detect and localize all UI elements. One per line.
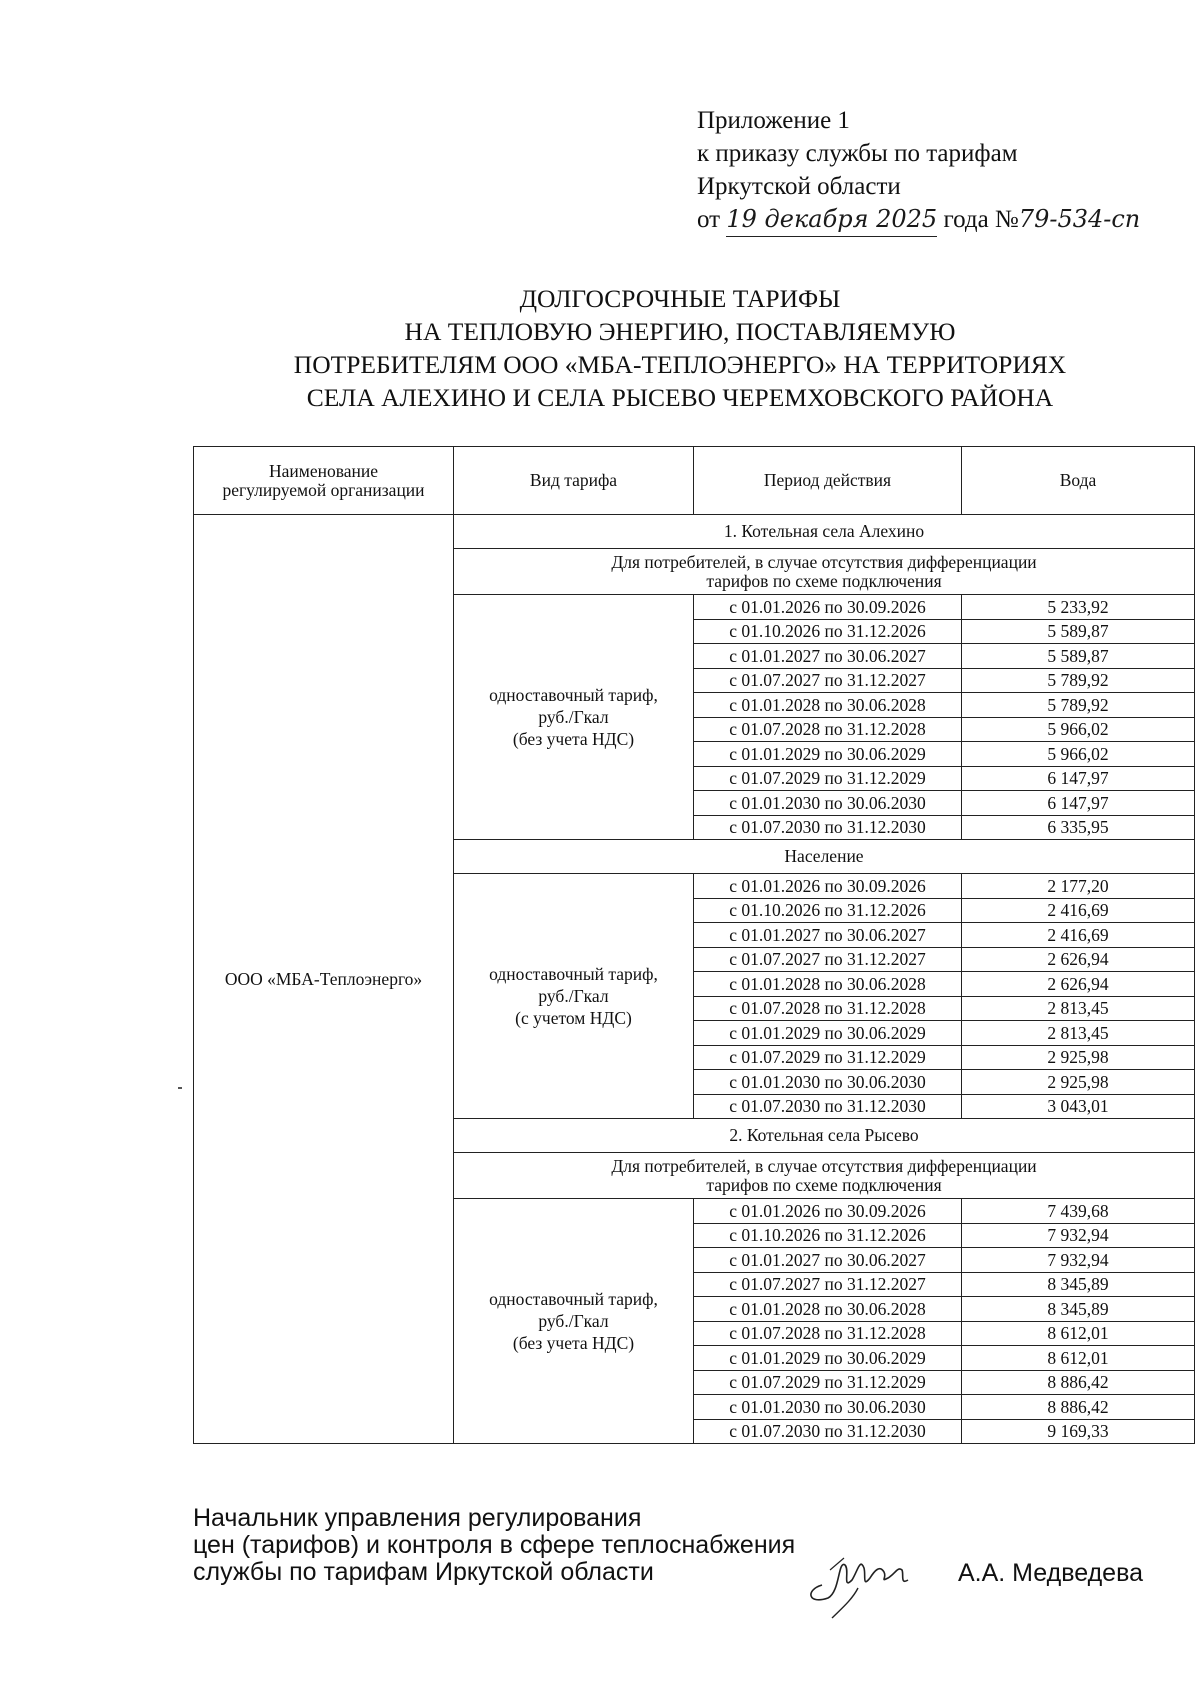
- header-water: Вода: [962, 447, 1195, 515]
- value-cell: 2 416,69: [962, 898, 1195, 923]
- period-cell: с 01.07.2030 по 31.12.2030: [694, 815, 962, 840]
- group-title: [454, 840, 1195, 874]
- title-line2: НА ТЕПЛОВУЮ ЭНЕРГИЮ, ПОСТАВЛЯЕМУЮ: [404, 317, 956, 346]
- footer-line3: службы по тарифам Иркутской области: [193, 1558, 654, 1586]
- period-cell: с 01.07.2029 по 31.12.2029: [694, 766, 962, 791]
- group-title: [454, 549, 1195, 595]
- header-organization: Наименование регулируемой организации: [194, 447, 454, 515]
- period-cell: с 01.01.2029 по 30.06.2029: [694, 1021, 962, 1046]
- period-cell: с 01.01.2029 по 30.06.2029: [694, 1346, 962, 1371]
- value-cell: 8 612,01: [962, 1346, 1195, 1371]
- appendix-line2: к приказу службы по тарифам: [697, 140, 1018, 167]
- title-line4: СЕЛА АЛЕХИНО И СЕЛА РЫСЕВО ЧЕРЕМХОВСКОГО РАЙОНА: [306, 383, 1054, 412]
- value-cell: 5 589,87: [962, 619, 1195, 644]
- period-cell: с 01.01.2030 по 30.06.2030: [694, 791, 962, 816]
- document-title: [180, 282, 1180, 414]
- section-title: 2. Котельная села Рысево: [454, 1119, 1195, 1153]
- tariff-type-cell: [454, 595, 694, 840]
- tariff-type-line: (без учета НДС): [512, 1333, 635, 1353]
- appendix-line3: Иркутской области: [697, 173, 901, 200]
- tariff-type-cell: [454, 874, 694, 1119]
- appendix-order-line: [697, 203, 1140, 237]
- value-cell: 2 416,69: [962, 923, 1195, 948]
- tariff-type-line: (с учетом НДС): [515, 1008, 632, 1028]
- period-cell: с 01.07.2027 по 31.12.2027: [694, 947, 962, 972]
- title-line1: ДОЛГОСРОЧНЫЕ ТАРИФЫ: [519, 284, 841, 313]
- period-cell: с 01.01.2029 по 30.06.2029: [694, 742, 962, 767]
- value-cell: 8 612,01: [962, 1321, 1195, 1346]
- tariff-type-cell: [454, 1199, 694, 1444]
- footer-block: [193, 1505, 795, 1586]
- period-cell: с 01.01.2026 по 30.09.2026: [694, 1199, 962, 1224]
- title-line3: ПОТРЕБИТЕЛЯМ ООО «МБА-ТЕПЛОЭНЕРГО» НА ТЕРРИТОРИЯХ: [293, 350, 1067, 379]
- value-cell: 6 335,95: [962, 815, 1195, 840]
- value-cell: 7 439,68: [962, 1199, 1195, 1224]
- value-cell: 2 626,94: [962, 947, 1195, 972]
- value-cell: 6 147,97: [962, 791, 1195, 816]
- signature-icon: [800, 1530, 940, 1625]
- period-cell: с 01.07.2029 по 31.12.2029: [694, 1370, 962, 1395]
- period-cell: с 01.10.2026 по 31.12.2026: [694, 1223, 962, 1248]
- period-cell: с 01.01.2027 по 30.06.2027: [694, 644, 962, 669]
- scan-mark: [178, 1087, 182, 1089]
- period-cell: с 01.07.2027 по 31.12.2027: [694, 1272, 962, 1297]
- value-cell: 8 345,89: [962, 1297, 1195, 1322]
- footer-line2: цен (тарифов) и контроля в сфере теплоснабжения: [193, 1531, 796, 1559]
- value-cell: 2 626,94: [962, 972, 1195, 997]
- period-cell: с 01.01.2028 по 30.06.2028: [694, 693, 962, 718]
- period-cell: с 01.07.2029 по 31.12.2029: [694, 1045, 962, 1070]
- period-cell: с 01.01.2028 по 30.06.2028: [694, 972, 962, 997]
- tariff-type-line: руб./Гкал: [538, 986, 609, 1006]
- period-cell: с 01.01.2030 по 30.06.2030: [694, 1395, 962, 1420]
- table-header-row: [194, 447, 1195, 515]
- period-cell: с 01.10.2026 по 31.12.2026: [694, 619, 962, 644]
- header-period: Период действия: [694, 447, 962, 515]
- tariff-type-line: руб./Гкал: [538, 707, 609, 727]
- period-cell: с 01.01.2026 по 30.09.2026: [694, 595, 962, 620]
- tariff-type-line: (без учета НДС): [512, 729, 635, 749]
- value-cell: 5 966,02: [962, 742, 1195, 767]
- group-title-line2: тарифов по схеме подключения: [706, 570, 942, 591]
- value-cell: 2 813,45: [962, 1021, 1195, 1046]
- group-title: [454, 1153, 1195, 1199]
- period-cell: с 01.07.2030 по 31.12.2030: [694, 1419, 962, 1444]
- date-prefix: от: [697, 206, 721, 233]
- value-cell: 5 789,92: [962, 693, 1195, 718]
- group-title-line1: Для потребителей, в случае отсутствия дифференциации: [611, 1155, 1037, 1176]
- value-cell: 8 345,89: [962, 1272, 1195, 1297]
- period-cell: с 01.01.2028 по 30.06.2028: [694, 1297, 962, 1322]
- tariff-type-line: одноставочный тариф,: [489, 964, 658, 984]
- group-title-line2: тарифов по схеме подключения: [706, 1174, 942, 1195]
- header-tariff-type: Вид тарифа: [454, 447, 694, 515]
- value-cell: 7 932,94: [962, 1223, 1195, 1248]
- group-title-line1: Население: [784, 846, 864, 866]
- period-cell: с 01.07.2027 по 31.12.2027: [694, 668, 962, 693]
- value-cell: 2 813,45: [962, 996, 1195, 1021]
- value-cell: 8 886,42: [962, 1370, 1195, 1395]
- value-cell: 5 966,02: [962, 717, 1195, 742]
- value-cell: 5 789,92: [962, 668, 1195, 693]
- period-cell: с 01.01.2027 по 30.06.2027: [694, 1248, 962, 1273]
- value-cell: 3 043,01: [962, 1094, 1195, 1119]
- tariff-type-line: одноставочный тариф,: [489, 685, 658, 705]
- period-cell: с 01.07.2028 по 31.12.2028: [694, 717, 962, 742]
- tariff-type-line: руб./Гкал: [538, 1311, 609, 1331]
- section-title: 1. Котельная села Алехино: [454, 515, 1195, 549]
- value-cell: 7 932,94: [962, 1248, 1195, 1273]
- value-cell: 5 233,92: [962, 595, 1195, 620]
- year-label: года №: [943, 206, 1019, 233]
- period-cell: с 01.07.2028 по 31.12.2028: [694, 996, 962, 1021]
- signer-name: А.А. Медведева: [958, 1559, 1143, 1587]
- handwritten-date: 19 декабря 2025: [726, 203, 937, 237]
- period-cell: с 01.07.2030 по 31.12.2030: [694, 1094, 962, 1119]
- period-cell: с 01.07.2028 по 31.12.2028: [694, 1321, 962, 1346]
- value-cell: 8 886,42: [962, 1395, 1195, 1420]
- group-title-line1: Для потребителей, в случае отсутствия дифференциации: [611, 551, 1037, 572]
- value-cell: 6 147,97: [962, 766, 1195, 791]
- value-cell: 5 589,87: [962, 644, 1195, 669]
- period-cell: с 01.01.2026 по 30.09.2026: [694, 874, 962, 899]
- value-cell: 2 925,98: [962, 1045, 1195, 1070]
- value-cell: 2 177,20: [962, 874, 1195, 899]
- period-cell: с 01.10.2026 по 31.12.2026: [694, 898, 962, 923]
- section-row: [194, 515, 1195, 549]
- tariff-table: [193, 446, 1195, 1444]
- handwritten-number: 79-534-сп: [1018, 205, 1141, 233]
- appendix-line1: Приложение 1: [697, 107, 850, 134]
- period-cell: с 01.01.2030 по 30.06.2030: [694, 1070, 962, 1095]
- tariff-type-line: одноставочный тариф,: [489, 1289, 658, 1309]
- footer-line1: Начальник управления регулирования: [193, 1504, 642, 1532]
- value-cell: 9 169,33: [962, 1419, 1195, 1444]
- value-cell: 2 925,98: [962, 1070, 1195, 1095]
- appendix-block: [697, 104, 1140, 237]
- period-cell: с 01.01.2027 по 30.06.2027: [694, 923, 962, 948]
- organization-name: ООО «МБА-Теплоэнерго»: [194, 515, 454, 1444]
